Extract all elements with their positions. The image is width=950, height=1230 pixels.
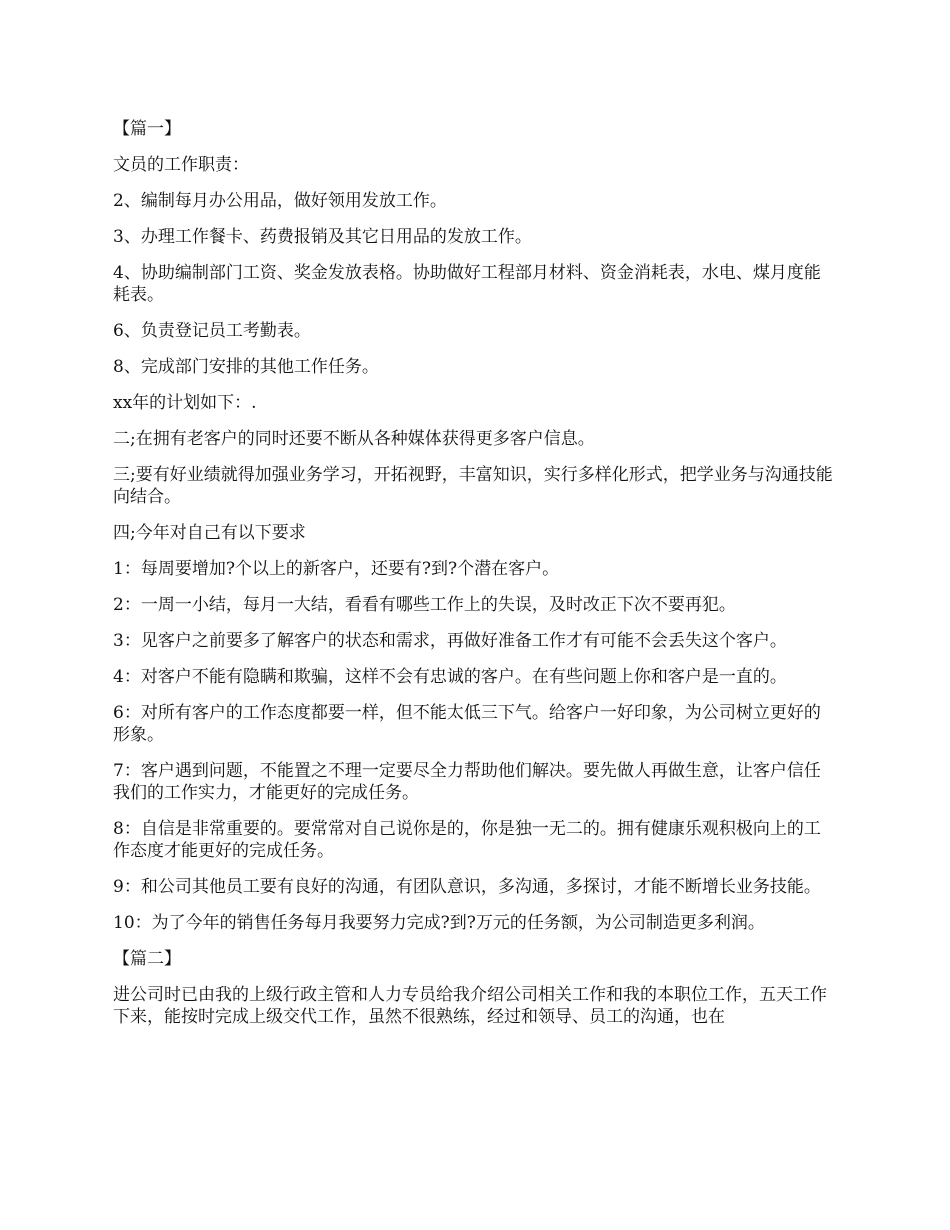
paragraph: 9：和公司其他员工要有良好的沟通，有团队意识，多沟通，多探讨，才能不断增长业务技能。	[113, 877, 821, 897]
paragraph: 7：客户遇到问题，不能置之不理一定要尽全力帮助他们解决。要先做人再做生意，让客户信任我们的工作实力，才能更好的完成任务。	[113, 761, 821, 803]
paragraph: 3：见客户之前要多了解客户的状态和需求，再做好准备工作才有可能不会丢失这个客户。	[113, 631, 787, 651]
paragraph: 三;要有好业绩就得加强业务学习，开拓视野，丰富知识，实行多样化形式，把学业务与沟通技能向结合。	[113, 465, 833, 507]
paragraph: 8：自信是非常重要的。要常常对自己说你是的，你是独一无二的。拥有健康乐观积极向上的工作态度才能更好的完成任务。	[113, 819, 821, 861]
section-heading-2: 【篇二】	[113, 949, 181, 969]
paragraph: 1：每周要增加?个以上的新客户，还要有?到?个潜在客户。	[113, 559, 560, 579]
paragraph: 6：对所有客户的工作态度都要一样，但不能太低三下气。给客户一好印象，为公司树立更好的形象。	[113, 703, 821, 745]
paragraph: 10：为了今年的销售任务每月我要努力完成?到?万元的任务额，为公司制造更多利润。	[113, 913, 765, 933]
paragraph: 6、负责登记员工考勤表。	[113, 321, 311, 341]
paragraph: 四;今年对自己有以下要求	[113, 523, 306, 543]
paragraph: 二;在拥有老客户的同时还要不断从各种媒体获得更多客户信息。	[113, 429, 595, 449]
paragraph: 4、协助编制部门工资、奖金发放表格。协助做好工程部月材料、资金消耗表，水电、煤月度能耗表。	[113, 263, 821, 305]
paragraph: 4：对客户不能有隐瞒和欺骗，这样不会有忠诚的客户。在有些问题上你和客户是一直的。	[113, 667, 787, 687]
paragraph: 文员的工作职责：	[113, 155, 249, 175]
paragraph: 3、办理工作餐卡、药费报销及其它日用品的发放工作。	[113, 227, 532, 247]
paragraph: 8、完成部门安排的其他工作任务。	[113, 357, 379, 377]
paragraph: xx年的计划如下：.	[113, 393, 257, 413]
section-heading-1: 【篇一】	[113, 119, 181, 139]
paragraph: 进公司时已由我的上级行政主管和人力专员给我介绍公司相关工作和我的本职位工作，五天工作下来，能按时完成上级交代工作，虽然不很熟练，经过和领导、员工的沟通，也在	[113, 985, 827, 1027]
paragraph: 2、编制每月办公用品，做好领用发放工作。	[113, 191, 447, 211]
document-body	[113, 118, 833, 1042]
paragraph: 2：一周一小结，每月一大结，看看有哪些工作上的失误，及时改正下次不要再犯。	[113, 595, 736, 615]
